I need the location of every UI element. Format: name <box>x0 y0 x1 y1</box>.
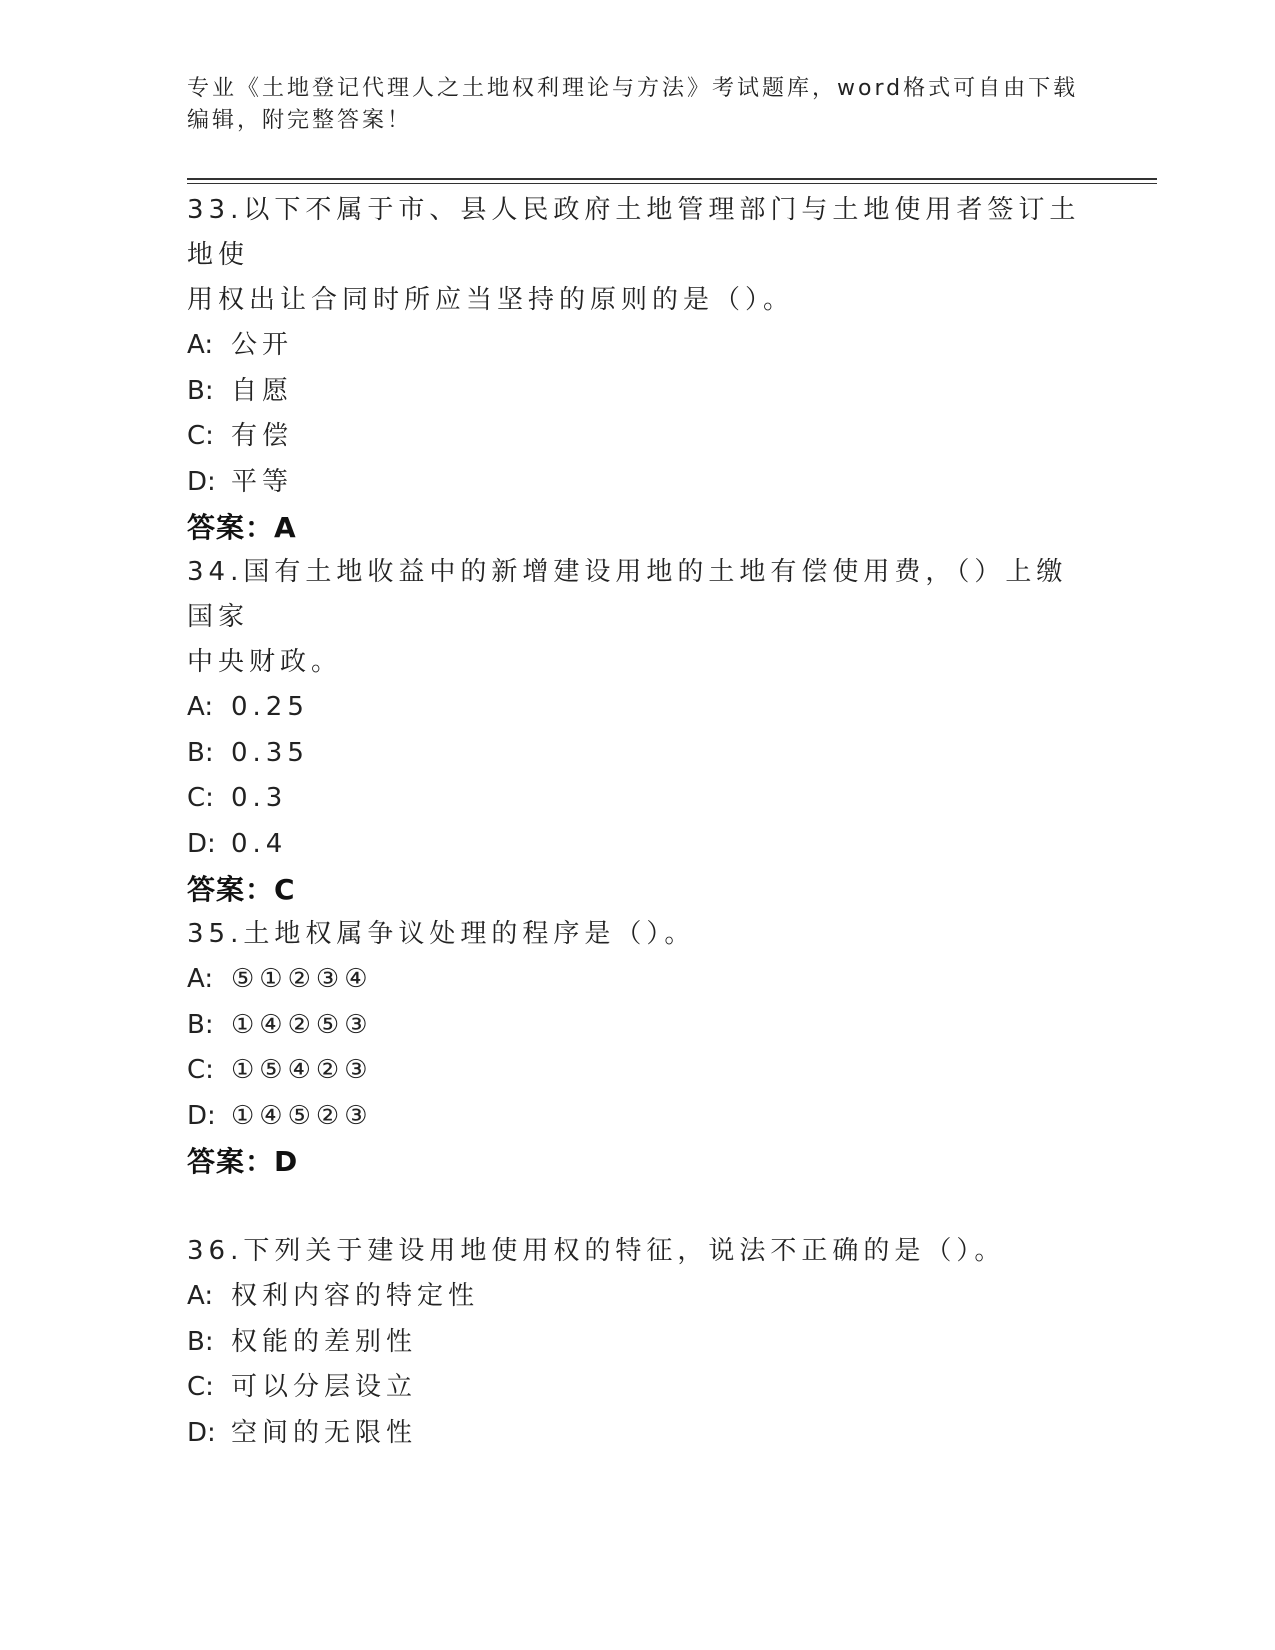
header-divider-thin <box>187 183 1157 184</box>
option-text: 0.3 <box>231 783 288 813</box>
question-stem-line-1: 36.下列关于建设用地使用权的特征，说法不正确的是（）。 <box>187 1236 1006 1266</box>
option-label: C: <box>187 783 214 813</box>
option-c <box>187 776 1087 822</box>
option-text: 0.25 <box>231 692 309 722</box>
option-d <box>187 460 1087 506</box>
option-b <box>187 1320 1087 1366</box>
question-36 <box>187 1229 1087 1456</box>
option-text: 权利内容的特定性 <box>231 1281 480 1311</box>
question-stem-line-1: 33.以下不属于市、县人民政府土地管理部门与土地使用者签订土地使 <box>187 195 1081 270</box>
option-label: D: <box>187 466 216 497</box>
option-c <box>187 414 1087 460</box>
option-label: A: <box>187 964 214 994</box>
option-text: ①④②⑤③ <box>231 1009 373 1040</box>
answer-text: 答案：A <box>187 511 297 544</box>
option-text: 权能的差别性 <box>231 1326 418 1357</box>
option-label: A: <box>187 330 214 360</box>
option-label: A: <box>187 1281 214 1311</box>
question-33 <box>187 188 1087 551</box>
header-line-2: 编辑，附完整答案！ <box>187 108 413 133</box>
document-header <box>187 73 1087 137</box>
option-c <box>187 1365 1087 1411</box>
option-text: 平等 <box>231 466 294 497</box>
option-b <box>187 369 1087 415</box>
answer-text: 答案：C <box>187 873 296 906</box>
answer-text: 答案：D <box>187 1145 299 1178</box>
option-text: ①⑤④②③ <box>231 1055 373 1085</box>
question-stem-line-2: 用权出让合同时所应当坚持的原则的是（）。 <box>187 285 795 315</box>
option-a <box>187 323 1087 369</box>
question-34 <box>187 550 1087 913</box>
option-label: B: <box>187 737 214 768</box>
question-stem-line-1: 35.土地权属争议处理的程序是（）。 <box>187 919 696 949</box>
option-text: ⑤①②③④ <box>231 964 373 994</box>
option-label: B: <box>187 1009 214 1040</box>
header-divider-thick <box>187 178 1157 180</box>
option-b <box>187 731 1087 777</box>
option-text: ①④⑤②③ <box>231 1100 373 1131</box>
option-text: 可以分层设立 <box>231 1372 418 1402</box>
option-c <box>187 1048 1087 1094</box>
question-stem-line-1: 34.国有土地收益中的新增建设用地的土地有偿使用费，（）上缴国家 <box>187 557 1068 632</box>
option-label: C: <box>187 1055 214 1085</box>
option-b <box>187 1003 1087 1049</box>
header-line-1: 专业《土地登记代理人之土地权利理论与方法》考试题库，word格式可自由下载 <box>187 76 1079 101</box>
option-d <box>187 1094 1087 1140</box>
option-label: D: <box>187 1417 216 1448</box>
option-a <box>187 685 1087 731</box>
option-label: B: <box>187 1326 214 1357</box>
option-text: 有偿 <box>231 421 294 451</box>
option-text: 公开 <box>231 330 294 360</box>
option-label: D: <box>187 828 216 859</box>
option-text: 0.4 <box>231 828 288 859</box>
option-a <box>187 957 1087 1003</box>
option-text: 自愿 <box>231 375 294 406</box>
question-stem-line-2: 中央财政。 <box>187 647 343 677</box>
option-label: B: <box>187 375 214 406</box>
option-d <box>187 822 1087 868</box>
option-label: D: <box>187 1100 216 1131</box>
option-d <box>187 1411 1087 1457</box>
option-label: C: <box>187 1372 214 1402</box>
option-label: C: <box>187 421 214 451</box>
option-text: 空间的无限性 <box>231 1417 418 1448</box>
option-a <box>187 1274 1087 1320</box>
option-text: 0.35 <box>231 737 309 768</box>
question-35 <box>187 912 1087 1185</box>
option-label: A: <box>187 692 214 722</box>
